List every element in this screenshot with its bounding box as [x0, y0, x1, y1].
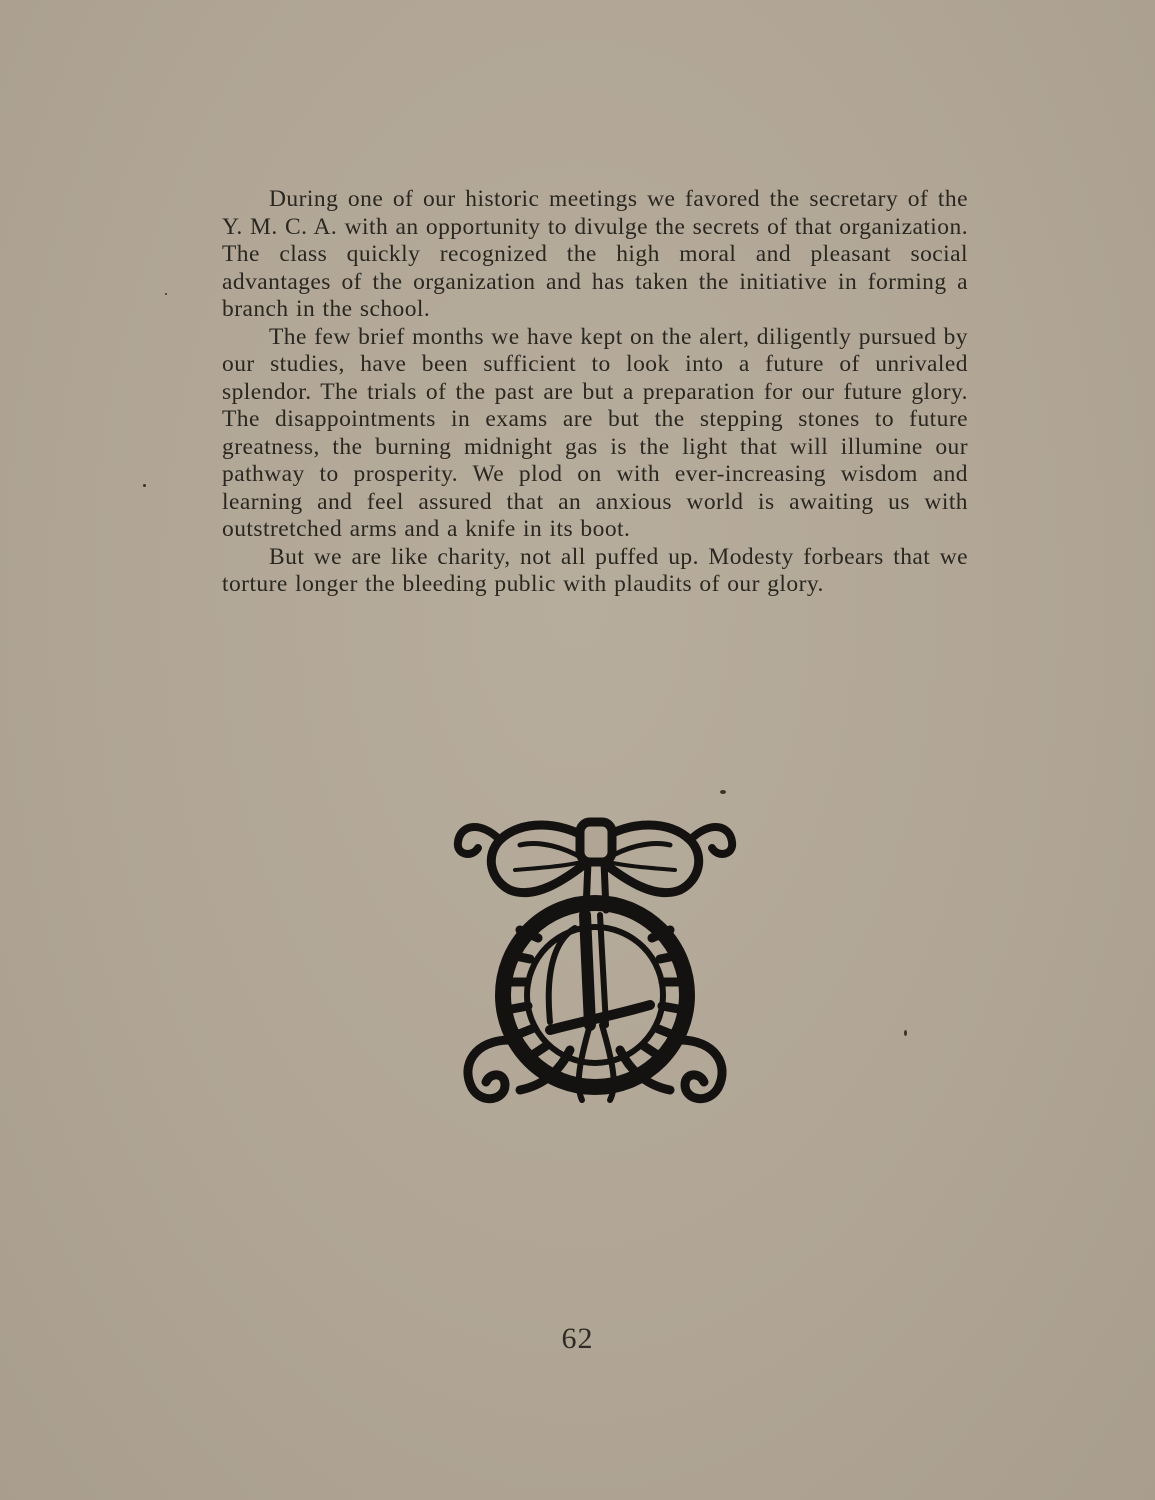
page-number: 62: [561, 1322, 594, 1355]
body-text: [222, 186, 968, 599]
paper-speck: [720, 790, 726, 794]
paragraph-future-glory: The few brief months we have kept on the alert, diligently pursued by our studies, have been sufficient to look into a future of unrivaled splendor. The trials of the past are but a preparation for our future glory. The disappointments in exams are but the stepping stones to future greatness, the burning midnight gas is the light that will illumine our pathway to prosperity. We plod on with ever-increasing wisdom and learning and feel assured that an anxious world is awaiting us with outstretched arms and a knife in its boot.: [222, 323, 968, 542]
paper-speck: [165, 293, 167, 295]
paper-speck: [904, 1030, 907, 1036]
paragraph-modesty: But we are like charity, not all puffed up. Modesty forbears that we torture longer the bleeding public with plaudits of our glory.: [222, 543, 968, 597]
paper-speck: [143, 484, 146, 487]
paragraph-ymca: During one of our historic meetings we favored the secretary of the Y. M. C. A. with an opportunity to divulge the secrets of that organization. The class quickly recognized the high moral and pleasant social advantages of the organization and has taken the initiative in forming a branch in the school.: [222, 186, 969, 322]
ribbon-bow-laurel-wreath-icon: [450, 800, 740, 1115]
